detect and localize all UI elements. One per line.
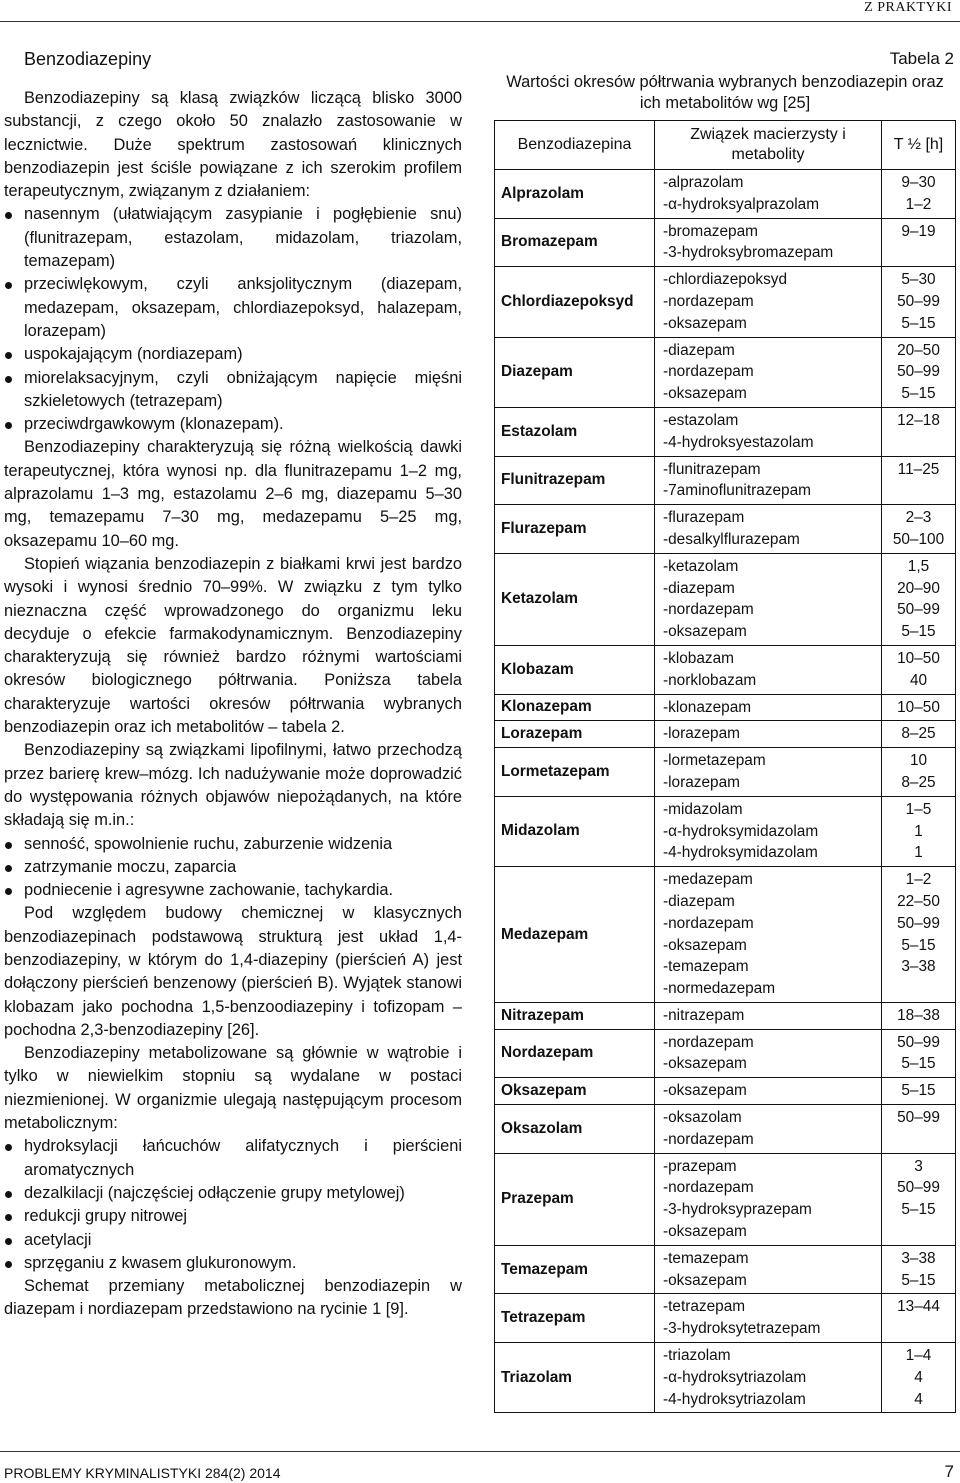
compounds-cell: [655, 170, 882, 219]
compound-name: -oksazepam: [663, 385, 747, 403]
halflife-cell: [882, 407, 956, 456]
table-row: [495, 170, 956, 219]
table-row: [495, 218, 956, 267]
compounds-cell: [655, 1294, 882, 1343]
halflife-cell: [882, 1294, 956, 1343]
halflife-value: 11–25: [897, 460, 940, 478]
list-item: nasennym (ułatwiającym zasypianie i pogłębienie snu) (flunitrazepam, estazolam, midazolam, triazolam, temazepam): [4, 203, 462, 273]
benzodiazepine-name: Klobazam: [495, 645, 655, 694]
table-row: [495, 1294, 956, 1343]
halflife-table: [494, 120, 956, 1413]
benzodiazepine-name: Temazepam: [495, 1245, 655, 1294]
compound-name: -chlordiazepoksyd: [663, 271, 788, 289]
compounds-cell: [655, 748, 882, 797]
column-header-halflife: T ½ [h]: [882, 121, 956, 170]
compound-name: -7aminoflunitrazepam: [663, 482, 811, 500]
compound-name: -nordazepam: [663, 1130, 754, 1148]
benzodiazepine-name: Flunitrazepam: [495, 456, 655, 505]
halflife-value: 5–15: [901, 1055, 936, 1073]
compound-name: -α-hydroksymidazolam: [663, 822, 819, 840]
compound-name: -α-hydroksyalprazolam: [663, 195, 820, 213]
compound-name: -4-hydroksytriazolam: [663, 1390, 806, 1408]
table-row: [495, 796, 956, 866]
benzodiazepine-name: Flurazepam: [495, 505, 655, 554]
halflife-value: 5–15: [901, 936, 936, 954]
benzodiazepine-name: Medazepam: [495, 867, 655, 1003]
compound-name: -temazepam: [663, 1249, 749, 1267]
compounds-cell: [655, 1153, 882, 1245]
halflife-value: 50–99: [897, 601, 940, 619]
compound-name: -flunitrazepam: [663, 460, 761, 478]
compound-name: -lorazepam: [663, 773, 740, 791]
halflife-value: 50–99: [897, 1179, 940, 1197]
compound-name: -temazepam: [663, 958, 749, 976]
halflife-value: [882, 242, 955, 264]
compounds-cell: [655, 796, 882, 866]
compound-name: -bromazepam: [663, 222, 758, 240]
benzodiazepine-name: Lormetazepam: [495, 748, 655, 797]
compounds-cell: [655, 694, 882, 721]
halflife-cell: [882, 1153, 956, 1245]
paragraph-dose: Benzodiazepiny charakteryzują się różną wielkością dawki terapeutycznej, która wynosi np. dla flunitrazepamu 1–2 mg, alprazolamu 1–3 mg, estazolamu 2–6 mg, diazepamu 5–30 mg, temazepamu 7–30 mg, medazepamu 5–25 mg, oksazepamu 10–60 mg.: [4, 438, 462, 550]
halflife-cell: [882, 218, 956, 267]
halflife-value: 5–15: [901, 623, 936, 641]
halflife-cell: [882, 867, 956, 1003]
halflife-value: 20–50: [897, 341, 940, 359]
compounds-cell: [655, 1029, 882, 1078]
halflife-value: 10–50: [897, 698, 940, 716]
compound-name: -alprazolam: [663, 174, 744, 191]
benzodiazepine-name: Ketazolam: [495, 553, 655, 645]
halflife-value: 2–3: [905, 509, 932, 527]
benzodiazepine-name: Chlordiazepoksyd: [495, 267, 655, 337]
compound-name: -nordazepam: [663, 363, 754, 381]
halflife-cell: [882, 1343, 956, 1413]
list-item: redukcji grupy nitrowej: [4, 1205, 462, 1228]
halflife-value: 1–5: [905, 800, 932, 818]
compound-name: -oksazepam: [663, 1055, 747, 1073]
halflife-value: 5–15: [901, 1082, 936, 1100]
compound-name: -oksazolam: [663, 1109, 742, 1127]
halflife-cell: [882, 553, 956, 645]
column-header-benzodiazepine: Benzodiazepina: [495, 121, 655, 170]
side-effects-list: [4, 833, 462, 903]
halflife-value: 1–4: [905, 1347, 932, 1365]
column-header-compounds: Związek macierzysty i metabolity: [655, 121, 882, 170]
halflife-cell: [882, 1029, 956, 1078]
halflife-cell: [882, 645, 956, 694]
table-row: [495, 553, 956, 645]
list-item: sprzęganiu z kwasem glukuronowym.: [4, 1252, 462, 1275]
halflife-value: [882, 432, 955, 454]
compounds-cell: [655, 1002, 882, 1029]
compound-name: -oksazepam: [663, 314, 747, 332]
table-row: [495, 337, 956, 407]
halflife-value: 50–99: [897, 914, 940, 932]
compound-name: -norklobazam: [663, 671, 757, 689]
benzodiazepine-name: Lorazepam: [495, 721, 655, 748]
table-row: [495, 645, 956, 694]
benzodiazepine-name: Tetrazepam: [495, 1294, 655, 1343]
section-header: Z PRAKTYKI: [864, 0, 952, 15]
benzodiazepine-name: Prazepam: [495, 1153, 655, 1245]
table-title: Wartości okresów półtrwania wybranych benzodiazepin oraz ich metabolitów wg [25]: [506, 73, 944, 112]
halflife-value: 22–50: [897, 892, 940, 910]
compound-name: -tetrazepam: [663, 1298, 746, 1316]
benzodiazepine-name: Oksazolam: [495, 1105, 655, 1154]
header-divider: [0, 21, 960, 22]
paragraph-structure: Pod względem budowy chemicznej w klasycznych benzodiazepinach podstawową strukturą jest układ 1,4-benzodiazepiny, w którym do 1,4-diazepiny (pierścień A) jest dołączony pierścień benzenowy (pierścień B). Wyjątek stanowi klobazam jako pochodna 1,5-benzoodiazepiny i tofizopam – pochodna 2,3-benzodiazepiny [26].: [4, 904, 462, 1039]
halflife-value: [882, 1221, 955, 1243]
compound-name: -oksazepam: [663, 1082, 747, 1100]
list-item: hydroksylacji łańcuchów alifatycznych i pierścieni aromatycznych: [4, 1135, 462, 1182]
compound-name: -nordazepam: [663, 914, 754, 932]
compound-name: -flurazepam: [663, 509, 745, 527]
list-item: uspokajającym (nordiazepam): [4, 343, 462, 366]
halflife-value: 8–25: [901, 725, 936, 743]
table-header-row: [495, 121, 956, 170]
halflife-value: 20–90: [897, 579, 940, 597]
effects-list: [4, 203, 462, 436]
list-item: przeciwdrgawkowym (klonazepam).: [4, 413, 462, 436]
compounds-cell: [655, 1105, 882, 1154]
compound-name: -4-hydroksyestazolam: [663, 433, 814, 451]
compounds-cell: [655, 337, 882, 407]
compounds-cell: [655, 505, 882, 554]
halflife-cell: [882, 694, 956, 721]
compound-name: -lormetazepam: [663, 752, 766, 770]
compounds-cell: [655, 218, 882, 267]
halflife-value: 40: [909, 671, 928, 689]
table-row: [495, 721, 956, 748]
halflife-value: 10–50: [897, 649, 940, 667]
compound-name: -normedazepam: [663, 980, 776, 998]
table-row: [495, 1245, 956, 1294]
compound-name: -3-hydroksyprazepam: [663, 1201, 812, 1219]
halflife-value: 4: [914, 1390, 923, 1408]
compound-name: -ketazolam: [663, 557, 739, 575]
benzodiazepine-name: Nordazepam: [495, 1029, 655, 1078]
halflife-value: [882, 480, 955, 502]
table-number: Tabela 2: [889, 49, 954, 68]
halflife-value: 5–15: [901, 1271, 936, 1289]
compound-name: -nitrazepam: [663, 1006, 745, 1024]
list-item: zatrzymanie moczu, zaparcia: [4, 856, 462, 879]
table-row: [495, 1029, 956, 1078]
list-item: przeciwlękowym, czyli anksjolitycznym (diazepam, medazepam, oksazepam, chlordiazepoksyd, halazepam, lorazepam): [4, 273, 462, 343]
benzodiazepine-name: Oksazepam: [495, 1078, 655, 1105]
table-row: [495, 1078, 956, 1105]
benzodiazepine-name: Alprazolam: [495, 170, 655, 219]
paragraph-metabolism: Benzodiazepiny metabolizowane są głównie w wątrobie i tylko w niewielkim stopniu są wydalane w postaci niezmienionej. W organizmie ulegają następującym procesom metabolicznym:: [4, 1044, 462, 1133]
halflife-cell: [882, 505, 956, 554]
compounds-cell: [655, 407, 882, 456]
table-row: [495, 505, 956, 554]
halflife-value: 50–99: [897, 292, 940, 310]
table-row: [495, 267, 956, 337]
halflife-value: 1–2: [905, 871, 932, 889]
compound-name: -oksazepam: [663, 1223, 747, 1241]
compounds-cell: [655, 1245, 882, 1294]
paragraph-lipophilic: Benzodiazepiny są związkami lipofilnymi, łatwo przechodzą przez barierę krew–mózg. Ich nadużywanie może doprowadzić do występowania różnych objawów niepożądanych, na które składają się m.in.:: [4, 741, 462, 830]
halflife-cell: [882, 1078, 956, 1105]
halflife-value: 8–25: [901, 773, 936, 791]
compound-name: -nordazepam: [663, 1179, 754, 1197]
halflife-value: [882, 1129, 955, 1151]
list-item: acetylacji: [4, 1229, 462, 1252]
halflife-value: 9–19: [901, 222, 936, 240]
compound-name: -oksazepam: [663, 1271, 747, 1289]
benzodiazepine-name: Midazolam: [495, 796, 655, 866]
table-row: [495, 1002, 956, 1029]
halflife-value: 3–38: [901, 1249, 936, 1267]
compound-name: -desalkylflurazepam: [663, 530, 800, 548]
compound-name: -3-hydroksybromazepam: [663, 244, 834, 262]
table-row: [495, 456, 956, 505]
compound-name: -nordazepam: [663, 1033, 754, 1051]
compounds-cell: [655, 721, 882, 748]
list-item: senność, spowolnienie ruchu, zaburzenie widzenia: [4, 833, 462, 856]
halflife-value: [882, 978, 955, 1000]
halflife-value: 3: [914, 1157, 923, 1175]
table-row: [495, 748, 956, 797]
halflife-value: 1,5: [907, 557, 930, 575]
benzodiazepine-name: Estazolam: [495, 407, 655, 456]
compound-name: -diazepam: [663, 892, 735, 910]
halflife-cell: [882, 748, 956, 797]
halflife-value: 18–38: [897, 1006, 940, 1024]
compound-name: -3-hydroksytetrazepam: [663, 1320, 821, 1338]
compound-name: -klobazam: [663, 649, 734, 667]
footer-divider: [0, 1451, 960, 1452]
journal-name: PROBLEMY KRYMINALISTYKI 284(2) 2014: [4, 1465, 281, 1481]
halflife-value: 5–15: [901, 385, 936, 403]
compound-name: -lorazepam: [663, 725, 740, 743]
table-row: [495, 1153, 956, 1245]
compound-name: -oksazepam: [663, 623, 747, 641]
list-item: dezalkilacji (najczęściej odłączenie grupy metylowej): [4, 1182, 462, 1205]
article-heading: Benzodiazepiny: [24, 49, 152, 69]
halflife-cell: [882, 1002, 956, 1029]
compound-name: -4-hydroksymidazolam: [663, 844, 818, 862]
halflife-value: 12–18: [897, 411, 940, 429]
compound-name: -prazepam: [663, 1157, 737, 1175]
halflife-cell: [882, 456, 956, 505]
compound-name: -nordazepam: [663, 292, 754, 310]
halflife-cell: [882, 1105, 956, 1154]
halflife-cell: [882, 721, 956, 748]
compounds-cell: [655, 553, 882, 645]
halflife-value: 13–44: [897, 1298, 940, 1316]
list-item: podniecenie i agresywne zachowanie, tachykardia.: [4, 879, 462, 902]
halflife-value: 50–99: [897, 1109, 940, 1127]
table-row: [495, 694, 956, 721]
halflife-cell: [882, 170, 956, 219]
halflife-value: 50–99: [897, 1033, 940, 1051]
compound-name: -nordazepam: [663, 601, 754, 619]
compound-name: -α-hydroksytriazolam: [663, 1368, 807, 1386]
compound-name: -klonazepam: [663, 698, 752, 716]
benzodiazepine-name: Klonazepam: [495, 694, 655, 721]
benzodiazepine-name: Triazolam: [495, 1343, 655, 1413]
page-number: 7: [944, 1462, 954, 1481]
table-column: [494, 48, 956, 1413]
compounds-cell: [655, 267, 882, 337]
halflife-cell: [882, 1245, 956, 1294]
compound-name: -estazolam: [663, 411, 739, 429]
list-item: miorelaksacyjnym, czyli obniżającym napięcie mięśni szkieletowych (tetrazepam): [4, 367, 462, 414]
compound-name: -oksazepam: [663, 936, 747, 954]
halflife-value: 5–30: [901, 271, 936, 289]
table-row: [495, 1105, 956, 1154]
table-row: [495, 867, 956, 1003]
compounds-cell: [655, 1343, 882, 1413]
halflife-value: 5–15: [901, 1201, 936, 1219]
halflife-value: 1: [914, 822, 923, 840]
compound-name: -triazolam: [663, 1347, 731, 1365]
benzodiazepine-name: Diazepam: [495, 337, 655, 407]
halflife-value: [882, 1318, 955, 1340]
compound-name: -medazepam: [663, 871, 753, 889]
halflife-value: 10: [909, 752, 928, 770]
compounds-cell: [655, 867, 882, 1003]
halflife-cell: [882, 796, 956, 866]
halflife-value: 4: [914, 1368, 923, 1386]
halflife-cell: [882, 337, 956, 407]
halflife-value: 50–100: [892, 530, 945, 548]
compounds-cell: [655, 645, 882, 694]
halflife-value: 50–99: [897, 363, 940, 381]
halflife-value: 5–15: [901, 314, 936, 332]
benzodiazepine-name: Nitrazepam: [495, 1002, 655, 1029]
compound-name: -diazepam: [663, 579, 735, 597]
compounds-cell: [655, 456, 882, 505]
compound-name: -diazepam: [663, 341, 735, 359]
table-row: [495, 407, 956, 456]
compound-name: -midazolam: [663, 800, 743, 818]
paragraph-intro: Benzodiazepiny są klasą związków liczącą blisko 3000 substancji, z czego około 50 znalazło zastosowanie w lecznictwie. Duże spektrum zastosowań klinicznych benzodiazepin jest ściśle powiązane z ich szerokim profilem terapeutycznym, związanym z działaniem:: [4, 89, 462, 201]
halflife-value: 9–30: [901, 174, 936, 191]
halflife-value: 1–2: [905, 195, 932, 213]
compounds-cell: [655, 1078, 882, 1105]
table-row: [495, 1343, 956, 1413]
paragraph-binding: Stopień wiązania benzodiazepin z białkami krwi jest bardzo wysoki i wynosi średnio 70–99%. W związku z tym tylko nieznaczna część wprowadzonego do organizmu leku decyduje o efekcie farmakodynamicznym. Benzodiazepiny charakteryzują się również bardzo różnymi wartościami okresów biologicznego półtrwania. Poniższa tabela charakteryzuje wartości okresów półtrwania wybranych benzodiazepin oraz ich metabolitów – tabela 2.: [4, 554, 462, 737]
processes-list: [4, 1135, 462, 1275]
paragraph-scheme: Schemat przemiany metabolicznej benzodiazepin w diazepam i nordiazepam przedstawiono na rycinie 1 [9].: [4, 1277, 462, 1319]
halflife-value: 1: [914, 844, 923, 862]
halflife-cell: [882, 267, 956, 337]
benzodiazepine-name: Bromazepam: [495, 218, 655, 267]
article-column: [4, 48, 462, 1322]
halflife-value: 3–38: [901, 958, 936, 976]
